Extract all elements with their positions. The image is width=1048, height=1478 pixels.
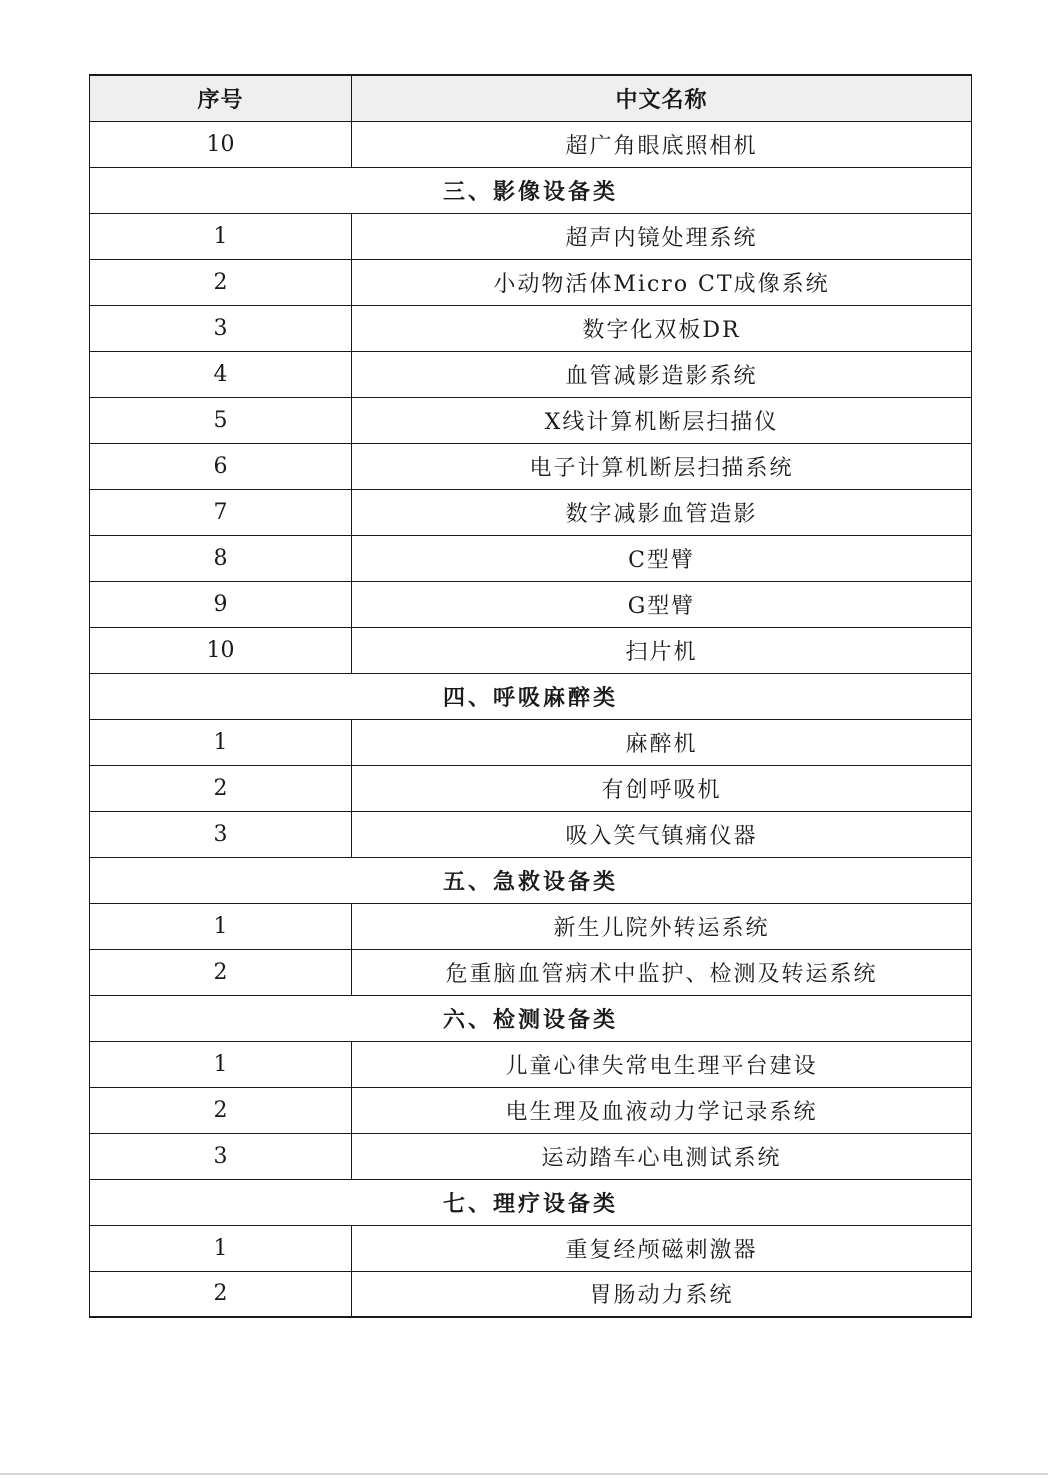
table-row xyxy=(90,1225,972,1271)
header-name: 中文名称 xyxy=(352,75,972,121)
row-number: 1 xyxy=(90,1041,352,1087)
section-row xyxy=(90,995,972,1041)
row-number: 1 xyxy=(90,903,352,949)
equipment-table xyxy=(89,74,972,1318)
row-number: 1 xyxy=(90,1225,352,1271)
table-row xyxy=(90,1133,972,1179)
row-number: 10 xyxy=(90,627,352,673)
row-number: 1 xyxy=(90,719,352,765)
table-row xyxy=(90,351,972,397)
row-name: 儿童心律失常电生理平台建设 xyxy=(352,1041,972,1087)
row-name: 电子计算机断层扫描系统 xyxy=(352,443,972,489)
table-row xyxy=(90,1087,972,1133)
table-row xyxy=(90,259,972,305)
section-row xyxy=(90,1179,972,1225)
table-row xyxy=(90,949,972,995)
row-name: 重复经颅磁刺激器 xyxy=(352,1225,972,1271)
row-number: 7 xyxy=(90,489,352,535)
page-bottom-divider xyxy=(0,1473,1048,1475)
row-number: 4 xyxy=(90,351,352,397)
row-name: 血管减影造影系统 xyxy=(352,351,972,397)
row-number: 3 xyxy=(90,1133,352,1179)
row-name: X线计算机断层扫描仪 xyxy=(352,397,972,443)
row-name: 电生理及血液动力学记录系统 xyxy=(352,1087,972,1133)
table-row xyxy=(90,213,972,259)
table-row xyxy=(90,811,972,857)
row-name: 吸入笑气镇痛仪器 xyxy=(352,811,972,857)
row-number: 3 xyxy=(90,305,352,351)
row-name: 超广角眼底照相机 xyxy=(352,121,972,167)
row-number: 5 xyxy=(90,397,352,443)
row-name: 新生儿院外转运系统 xyxy=(352,903,972,949)
table-body xyxy=(90,121,972,1317)
row-name: 数字减影血管造影 xyxy=(352,489,972,535)
row-number: 2 xyxy=(90,765,352,811)
row-number: 9 xyxy=(90,581,352,627)
section-title: 六、检测设备类 xyxy=(90,995,972,1041)
table-row xyxy=(90,397,972,443)
table-row xyxy=(90,719,972,765)
table-header-row xyxy=(90,75,972,121)
row-number: 1 xyxy=(90,213,352,259)
row-number: 2 xyxy=(90,259,352,305)
header-number: 序号 xyxy=(90,75,352,121)
section-row xyxy=(90,673,972,719)
row-name: 扫片机 xyxy=(352,627,972,673)
table-row xyxy=(90,765,972,811)
row-name: 胃肠动力系统 xyxy=(352,1271,972,1317)
row-name: 危重脑血管病术中监护、检测及转运系统 xyxy=(352,949,972,995)
row-number: 10 xyxy=(90,121,352,167)
section-title: 三、影像设备类 xyxy=(90,167,972,213)
section-row xyxy=(90,167,972,213)
row-name: 有创呼吸机 xyxy=(352,765,972,811)
row-number: 3 xyxy=(90,811,352,857)
table-row xyxy=(90,489,972,535)
table-row xyxy=(90,627,972,673)
row-number: 2 xyxy=(90,1271,352,1317)
row-name: 运动踏车心电测试系统 xyxy=(352,1133,972,1179)
row-name: 超声内镜处理系统 xyxy=(352,213,972,259)
section-title: 七、理疗设备类 xyxy=(90,1179,972,1225)
row-name: G型臂 xyxy=(352,581,972,627)
row-number: 8 xyxy=(90,535,352,581)
section-row xyxy=(90,857,972,903)
row-number: 2 xyxy=(90,949,352,995)
row-name: 麻醉机 xyxy=(352,719,972,765)
table-row xyxy=(90,121,972,167)
table-row xyxy=(90,443,972,489)
row-name: C型臂 xyxy=(352,535,972,581)
table-row xyxy=(90,1271,972,1317)
row-number: 2 xyxy=(90,1087,352,1133)
table-row xyxy=(90,305,972,351)
row-number: 6 xyxy=(90,443,352,489)
section-title: 四、呼吸麻醉类 xyxy=(90,673,972,719)
table-row xyxy=(90,1041,972,1087)
table-row xyxy=(90,581,972,627)
table-row xyxy=(90,903,972,949)
row-name: 数字化双板DR xyxy=(352,305,972,351)
table-row xyxy=(90,535,972,581)
section-title: 五、急救设备类 xyxy=(90,857,972,903)
row-name: 小动物活体Micro CT成像系统 xyxy=(352,259,972,305)
